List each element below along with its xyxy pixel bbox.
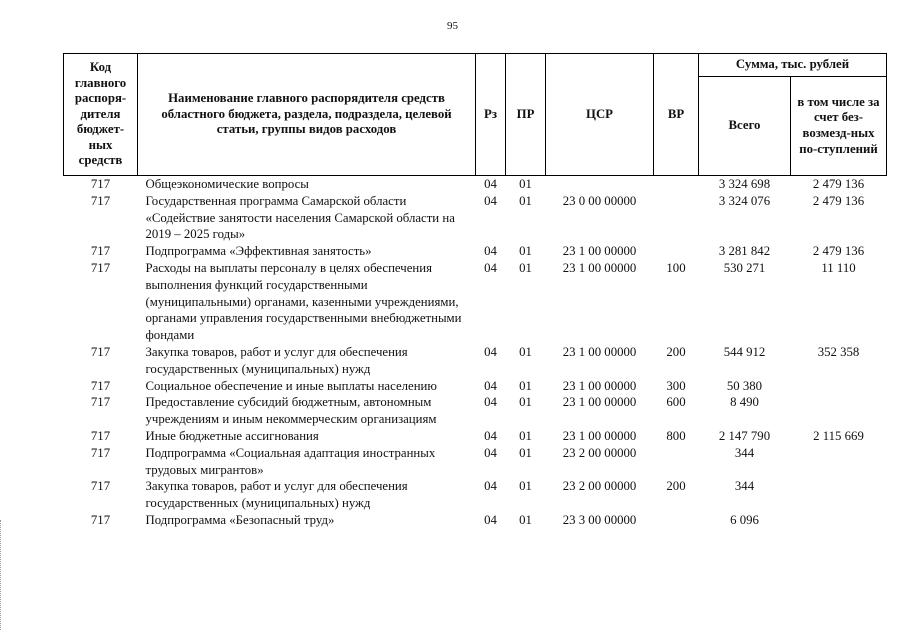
cell-vr: 600 bbox=[666, 395, 686, 410]
table-row bbox=[64, 193, 887, 243]
cell-code: 717 bbox=[90, 193, 111, 208]
cell-code: 717 bbox=[90, 378, 111, 393]
table-row bbox=[64, 243, 887, 260]
cell-total: 3 324 698 bbox=[718, 177, 771, 191]
cell-csr: 23 1 00 00000 bbox=[562, 395, 637, 410]
cell-code: 717 bbox=[90, 244, 111, 259]
cell-csr: 23 1 00 00000 bbox=[562, 244, 637, 259]
table-row bbox=[64, 176, 887, 193]
header-incl: в том числе за счет без-возмезд-ных по-ступлений bbox=[791, 77, 887, 176]
cell-vr bbox=[654, 193, 699, 243]
cell-rz: 04 bbox=[484, 193, 497, 208]
cell-total: 3 281 842 bbox=[718, 244, 771, 259]
table-row bbox=[64, 428, 887, 445]
table-row bbox=[64, 394, 887, 428]
header-name: Наименование главного распорядителя средств областного бюджета, раздела, подраздела, целевой статьи, группы видов расходов bbox=[138, 54, 476, 176]
cell-code: 717 bbox=[90, 512, 111, 527]
cell-csr: 23 2 00 00000 bbox=[562, 479, 637, 494]
cell-pr: 01 bbox=[519, 428, 532, 443]
cell-csr: 23 1 00 00000 bbox=[562, 378, 637, 393]
table-row bbox=[64, 378, 887, 395]
cell-total: 344 bbox=[734, 479, 755, 494]
cell-incl: 2 115 669 bbox=[813, 428, 864, 443]
cell-name: Подпрограмма «Социальная адаптация иностранных трудовых мигрантов» bbox=[145, 445, 436, 477]
header-rz: Рз bbox=[476, 54, 506, 176]
cell-pr: 01 bbox=[519, 445, 532, 460]
cell-pr: 01 bbox=[519, 512, 532, 527]
cell-csr: 23 1 00 00000 bbox=[562, 344, 637, 359]
cell-incl: 2 479 136 bbox=[812, 193, 865, 208]
cell-total: 344 bbox=[734, 445, 755, 460]
cell-pr: 01 bbox=[519, 395, 532, 410]
cell-vr bbox=[654, 445, 699, 479]
header-sum-group: Сумма, тыс. рублей bbox=[699, 54, 887, 77]
cell-vr bbox=[654, 512, 699, 529]
cell-incl bbox=[791, 478, 887, 512]
cell-rz: 04 bbox=[484, 395, 497, 410]
table-row bbox=[64, 445, 887, 479]
header-pr: ПР bbox=[506, 54, 546, 176]
cell-incl bbox=[791, 378, 887, 395]
cell-incl: 2 479 136 bbox=[812, 244, 865, 259]
cell-csr: 23 1 00 00000 bbox=[562, 428, 637, 443]
cell-name: Расходы на выплаты персоналу в целях обеспечения выполнения функций государственными (муниципальными) органами, казенными учреждениями, органами управления государственными внебюджетными фондами bbox=[145, 260, 462, 343]
cell-name: Социальное обеспечение и иные выплаты населению bbox=[145, 378, 437, 393]
cell-name: Общеэкономические вопросы bbox=[145, 177, 309, 191]
cell-incl: 352 358 bbox=[817, 344, 860, 359]
cell-incl: 11 110 bbox=[821, 260, 856, 275]
cell-incl bbox=[791, 512, 887, 529]
cell-csr: 23 3 00 00000 bbox=[562, 512, 637, 527]
cell-vr: 800 bbox=[666, 428, 686, 443]
cell-incl bbox=[791, 445, 887, 479]
table-row bbox=[64, 478, 887, 512]
cell-vr: 200 bbox=[666, 479, 686, 494]
header-total: Всего bbox=[699, 77, 791, 176]
cell-code: 717 bbox=[90, 344, 111, 359]
cell-total: 3 324 076 bbox=[718, 193, 771, 208]
cell-csr bbox=[546, 176, 654, 193]
cell-pr: 01 bbox=[519, 244, 532, 259]
cell-code: 717 bbox=[90, 428, 111, 443]
scan-edge-marks bbox=[0, 520, 7, 630]
cell-rz: 04 bbox=[484, 260, 497, 275]
cell-total: 544 912 bbox=[723, 344, 766, 359]
cell-total: 8 490 bbox=[730, 395, 759, 410]
cell-name: Иные бюджетные ассигнования bbox=[145, 428, 319, 443]
cell-csr: 23 1 00 00000 bbox=[562, 260, 637, 275]
cell-csr: 23 0 00 00000 bbox=[562, 193, 637, 208]
table-row bbox=[64, 344, 887, 378]
cell-name: Закупка товаров, работ и услуг для обеспечения государственных (муниципальных) нужд bbox=[145, 344, 408, 376]
cell-code: 717 bbox=[90, 395, 111, 410]
cell-vr: 100 bbox=[666, 260, 686, 275]
cell-vr bbox=[654, 243, 699, 260]
cell-code: 717 bbox=[90, 177, 111, 191]
cell-csr: 23 2 00 00000 bbox=[562, 445, 637, 460]
cell-rz: 04 bbox=[484, 244, 497, 259]
cell-code: 717 bbox=[90, 479, 111, 494]
cell-incl: 2 479 136 bbox=[812, 177, 865, 191]
cell-name: Подпрограмма «Безопасный труд» bbox=[145, 512, 335, 527]
cell-code: 717 bbox=[90, 260, 111, 275]
budget-table bbox=[63, 53, 887, 529]
cell-pr: 01 bbox=[519, 344, 532, 359]
cell-name: Предоставление субсидий бюджетным, автономным учреждениям и иным некоммерческим организациям bbox=[145, 395, 437, 427]
cell-vr bbox=[654, 176, 699, 193]
cell-rz: 04 bbox=[484, 344, 497, 359]
cell-rz: 04 bbox=[484, 479, 497, 494]
cell-total: 50 380 bbox=[726, 378, 763, 393]
header-vr: ВР bbox=[654, 54, 699, 176]
cell-pr: 01 bbox=[519, 177, 532, 191]
cell-code: 717 bbox=[90, 445, 111, 460]
cell-vr: 300 bbox=[666, 378, 686, 393]
cell-vr: 200 bbox=[666, 344, 686, 359]
cell-total: 6 096 bbox=[730, 512, 759, 527]
cell-rz: 04 bbox=[484, 428, 497, 443]
cell-rz: 04 bbox=[484, 512, 497, 527]
cell-pr: 01 bbox=[519, 479, 532, 494]
cell-rz: 04 bbox=[484, 445, 497, 460]
table-row bbox=[64, 512, 887, 529]
cell-total: 530 271 bbox=[723, 260, 766, 275]
cell-pr: 01 bbox=[519, 378, 532, 393]
header-csr: ЦСР bbox=[546, 54, 654, 176]
table-row bbox=[64, 260, 887, 344]
cell-name: Подпрограмма «Эффективная занятость» bbox=[145, 244, 372, 259]
header-code: Код главного распоря-дителя бюджет-ных средств bbox=[64, 54, 138, 176]
cell-rz: 04 bbox=[484, 177, 497, 191]
cell-name: Государственная программа Самарской области «Содействие занятости населения Самарской области на 2019 – 2025 годы» bbox=[145, 193, 455, 242]
cell-rz: 04 bbox=[484, 378, 497, 393]
cell-pr: 01 bbox=[519, 260, 532, 275]
cell-total: 2 147 790 bbox=[718, 428, 771, 443]
cell-pr: 01 bbox=[519, 193, 532, 208]
cell-incl bbox=[791, 394, 887, 428]
page-number: 95 bbox=[447, 20, 458, 32]
cell-name: Закупка товаров, работ и услуг для обеспечения государственных (муниципальных) нужд bbox=[145, 479, 408, 511]
